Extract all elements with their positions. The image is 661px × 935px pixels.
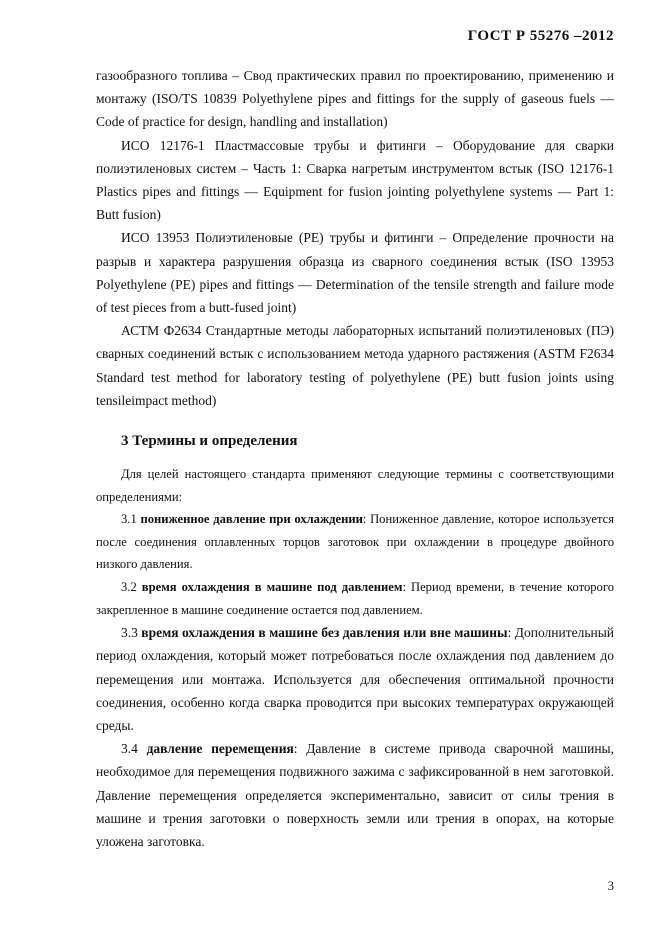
- term-name: давление перемещения: [146, 741, 294, 757]
- term-number: 3.1: [121, 512, 141, 527]
- term-number: 3.4: [121, 741, 147, 757]
- term-name: время охлаждения в машине под давлением: [141, 580, 403, 595]
- term-definition: [96, 621, 614, 737]
- term-text: : Давление в системе привода сварочной машины, необходимое для перемещения подвижного зажима с зафиксированной в нем заготовкой. Давление перемещения определяется экспериментально, зависит от силы трения в машине и трения заготовки о поверхность земли или трения в опорах, на которые уложена заготовка.: [96, 741, 614, 850]
- term-number: 3.3: [121, 625, 142, 641]
- term-text: : Пониженное давление, которое используется после соединения оплавленных торцов заготовок при охлаждении в процедуре двойного низкого давления.: [96, 512, 614, 572]
- term-definition: [96, 576, 614, 621]
- reference-paragraph: ИСО 13953 Полиэтиленовые (PE) трубы и фитинги – Определение прочности на разрыв и характера разрушения образца из сварного соединения встык (ISO 13953 Polyethylene (PE) pipes and fittings — Determination of the tensile strength and failure mode of test pieces from a butt-fused joint): [96, 230, 614, 316]
- term-number: 3.2: [121, 580, 142, 595]
- term-name: пониженное давление при охлаждении: [140, 512, 363, 527]
- page-number: 3: [607, 879, 614, 893]
- term-text: : Дополнительный период охлаждения, который может потребоваться после охлаждения под давлением до перемещения или монтажа. Используется для обеспечения оптимальной прочности соединения, особенно когда сварка проводится при высоких температурах окружающей среды.: [96, 625, 615, 734]
- reference-paragraph: ИСО 12176-1 Пластмассовые трубы и фитинги – Оборудование для сварки полиэтиленовых систем – Часть 1: Сварка нагретым инструментом встык (ISO 12176-1 Plastics pipes and fittings — Equipment for fusion jointing polyethylene systems — Part 1: Butt fusion): [96, 137, 614, 223]
- term-name: время охлаждения в машине без давления или вне машины: [141, 625, 508, 641]
- section-heading: 3 Термины и определения: [121, 433, 298, 450]
- term-definition: [96, 737, 614, 853]
- term-definition: [96, 508, 614, 576]
- reference-paragraph: АСТМ Ф2634 Стандартные методы лабораторных испытаний полиэтиленовых (ПЭ) сварных соединений встык с использованием метода ударного растяжения (ASTM F2634 Standard test method for laboratory testing of polyethylene (PE) butt fusion joints using tensileimpact method): [96, 323, 614, 408]
- intro-paragraph: Для целей настоящего стандарта применяют следующие термины с соответствующими определениями:: [96, 467, 614, 504]
- document-body: [96, 64, 614, 853]
- term-text: : Период времени, в течение которого закрепленное в машине соединение остается под давлением.: [96, 580, 614, 617]
- document-header: ГОСТ Р 55276 –2012: [467, 28, 614, 44]
- reference-paragraph: газообразного топлива – Свод практических правил по проектированию, применению и монтажу (ISO/TS 10839 Polyethylene pipes and fittings for the supply of gaseous fuels — Code of practice for design, handling and installation): [96, 68, 614, 130]
